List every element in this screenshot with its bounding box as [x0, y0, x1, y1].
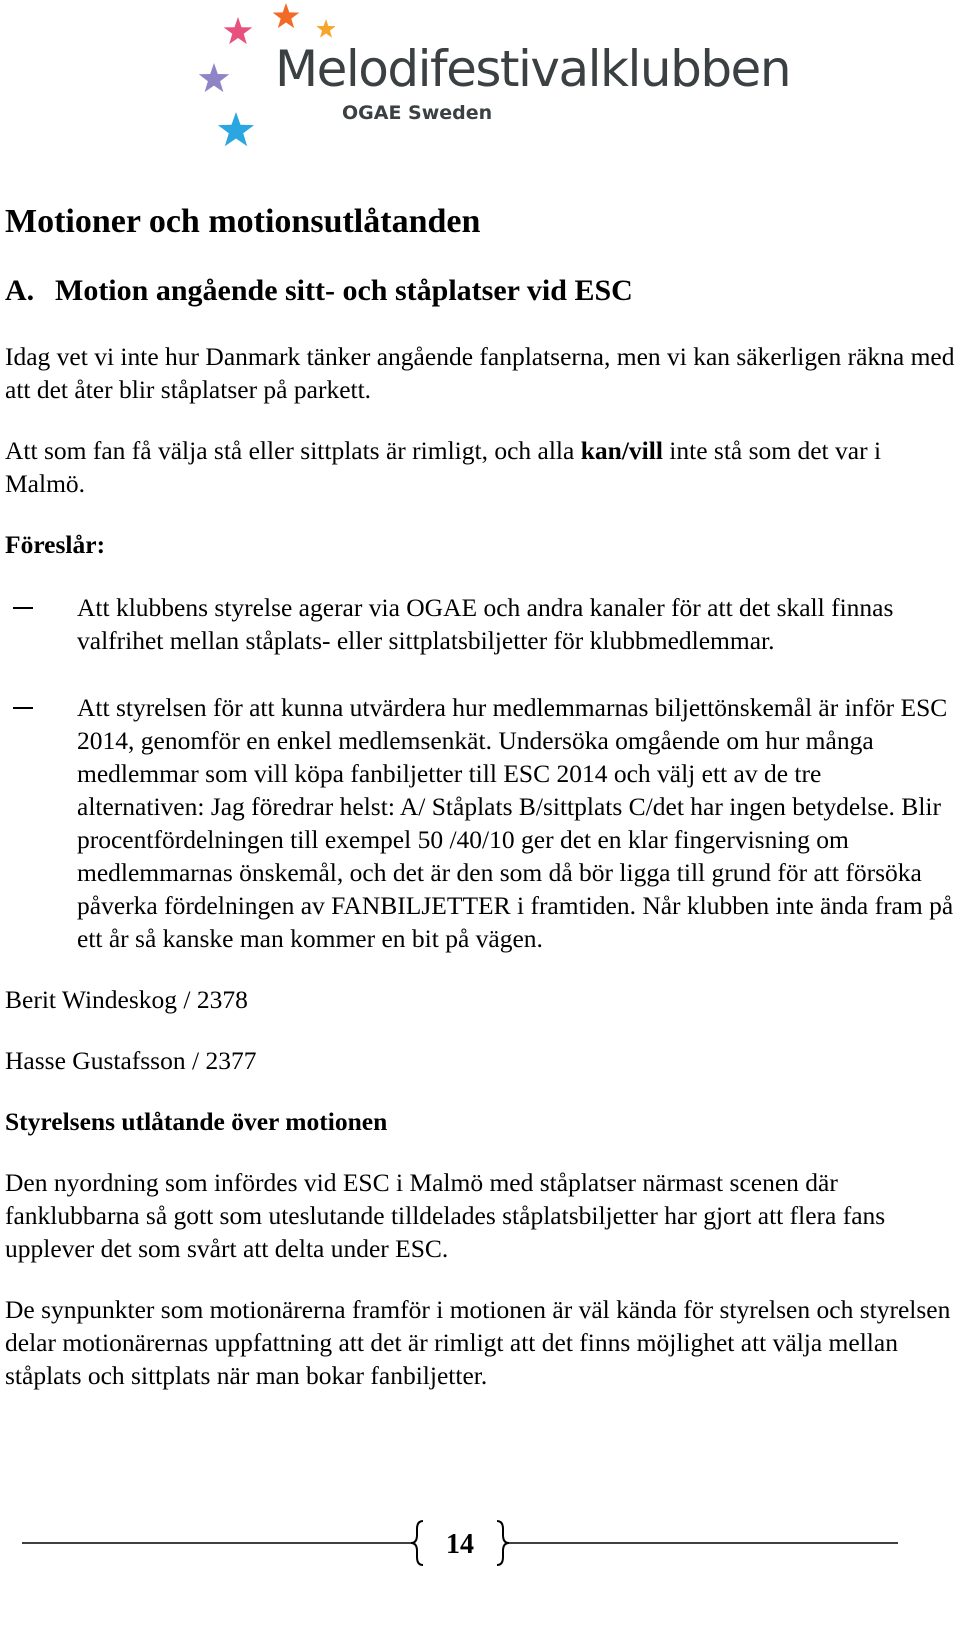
logo-name: Melodifestivalklubben: [275, 40, 791, 98]
page-number: 14: [446, 1529, 474, 1560]
list-item-text: Att klubbens styrelse agerar via OGAE och andra kanaler för att det skall finnas valfrihet mellan ståplats- eller sittplatsbiljetter för klubbmedlemmar.: [77, 593, 894, 655]
orange-star-icon: [273, 3, 300, 28]
paragraph-fan-choice: [5, 434, 955, 500]
list-item: [5, 691, 955, 955]
document-body: [5, 200, 955, 1392]
motion-title: Motion angående sitt- och ståplatser vid ESC: [55, 274, 633, 307]
paragraph-bold-text: kan/vill: [580, 436, 663, 465]
yellow-star-icon: [316, 19, 335, 38]
signatory-1: Berit Windeskog / 2378: [5, 985, 248, 1014]
page-title: Motioner och motionsutlåtanden: [5, 203, 481, 240]
board-paragraph-1: Den nyordning som infördes vid ESC i Malmö med ståplatser närmast scenen där fanklubbarna så gott som uteslutande tilldelades ståplatsbiljetter har gjort att flera fans upplever det som svårt att delta under ESC.: [5, 1168, 886, 1263]
paragraph-text: inte stå som det var i Malmö.: [5, 436, 882, 498]
pink-star-icon: [224, 17, 253, 44]
motion-heading: [5, 272, 955, 310]
dash-bullet-icon: [13, 607, 33, 609]
purple-star-icon: [199, 63, 229, 92]
paragraph-text: Att som fan få välja stå eller sittplats är rimligt, och alla: [5, 436, 581, 465]
list-item-text: Att styrelsen för att kunna utvärdera hur medlemmarnas biljettönskemål är inför ESC 2014, genomför en enkel medlemsenkät. Undersöka omgående om hur många medlemmar som vill köpa fanbiljetter till ESC 2014 och välj ett av de tre alternativen: Jag föredrar helst: A/ Ståplats B/sittplats C/det har ingen betydelse. Blir procentfördelningen till exempel 50 /40/10 ger det en klar fingervisning om medlemmarnas önskemål, och det är den som då bör ligga till grund för att försöka påverka fördelningen av FANBILJETTER i framtiden. Når klubben inte ända fram på ett år så kanske man kommer en bit på vägen.: [77, 693, 954, 953]
proposal-list: [5, 591, 955, 955]
board-paragraph-2: De synpunkter som motionärerna framför i motionen är väl kända för styrelsen och styrelsen delar motionärernas uppfattning att det är rimligt att det finns möjlighet att välja mellan ståplats och sittplats när man bokar fanbiljetter.: [5, 1295, 951, 1390]
proposal-heading: Föreslår:: [5, 530, 106, 559]
melodifestivalklubben-logo: [195, 0, 791, 170]
blue-star-icon: [218, 112, 254, 146]
list-item: [5, 591, 955, 657]
signatory-2: Hasse Gustafsson / 2377: [5, 1046, 257, 1075]
board-heading: Styrelsens utlåtande över motionen: [5, 1107, 388, 1136]
motion-letter: A.: [5, 274, 35, 307]
intro-paragraph: Idag vet vi inte hur Danmark tänker angående fanplatserna, men vi kan säkerligen räkna med att det åter blir ståplatser på parkett.: [5, 342, 955, 404]
logo-subtitle: OGAE Sweden: [342, 102, 493, 124]
dash-bullet-icon: [13, 707, 33, 709]
